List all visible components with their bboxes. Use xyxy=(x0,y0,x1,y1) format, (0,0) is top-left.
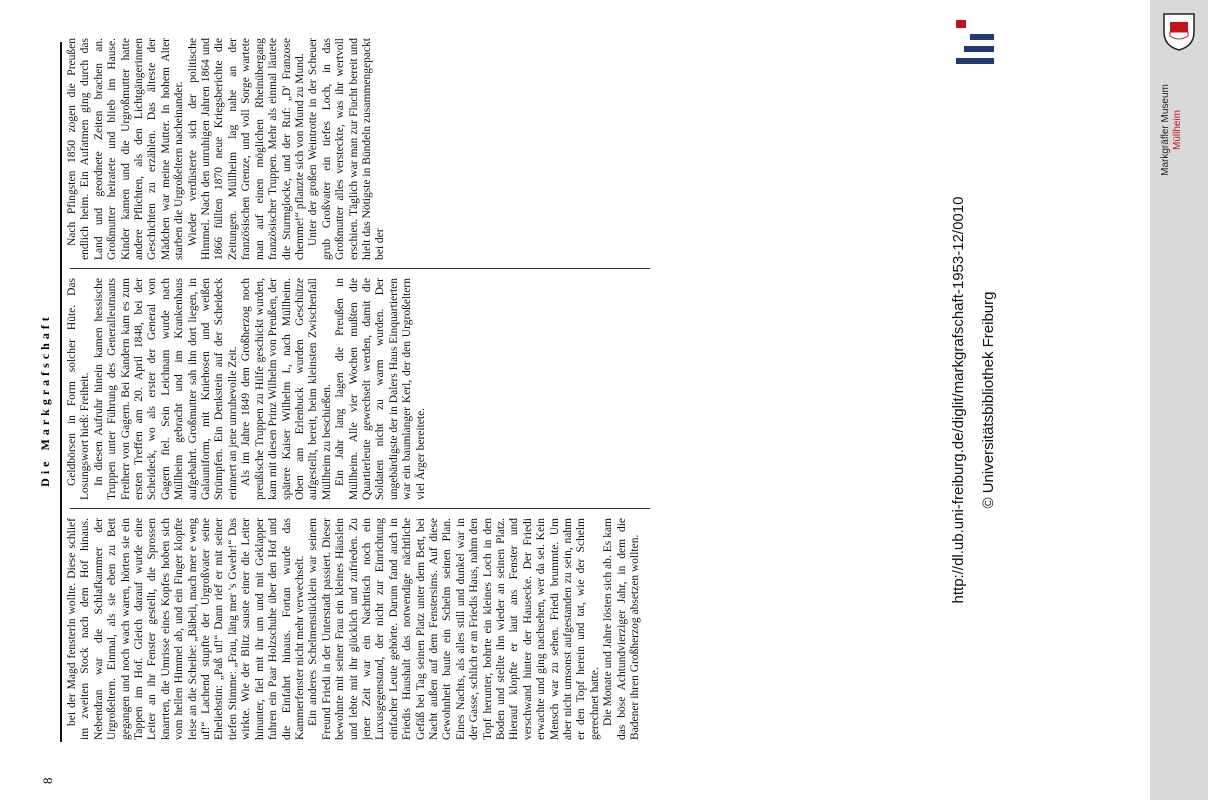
page-number: 8 xyxy=(40,777,55,784)
paragraph: Wieder verdüsterte sich der politische Himmel. Nach den unruhigen Jahren 1864 und 1866 füllten 1870 neue Kriegsberichte die Zeitungen. Müllheim lag nahe an der französischen Grenze, und voll Sorge wartete man auf einen möglichen Rheinübergang französischer Truppen. Mehr als einmal läutete die Sturmglocke, und der Ruf: „D' Franzose chemme!“ pflanzte sich von Mund zu Mund. xyxy=(186,38,306,260)
footer xyxy=(650,0,1150,800)
paragraph: Nach Pfingsten 1850 zogen die Preußen endlich heim. Ein Aufatmen ging durch das Land und geordnete Zeiten brachen an. Großmutter heiratete und blieb im Hause. Kinder kamen und die Urgroßmutter hatte andere Pflichten, als den Lichtgängerinnen Geschichten zu erzählen. Das älteste der Mädchen war meine Mutter. In hohem Alter starben die Urgroßeltern nacheinander. xyxy=(66,38,186,260)
museum-town: Müllheim xyxy=(1172,110,1183,151)
running-head: Die Markgrafschaft xyxy=(38,313,52,487)
paragraph: Unter der großen Weintrotte in der Scheuer grub Großvater ein tiefes Loch, in das Großmutter alles versteckte, was ihr wertvoll erschien. Täglich war man zur Flucht bereit und hielt das Nötigste in Bündeln zusammengepackt bei der xyxy=(307,38,387,260)
paragraph: Ein anderes Schelmenstücklein war seinem Freund Friedi in der Unterstadt passiert. Dieser bewohnte mit seiner Frau ein kleines Häuslein und lebte mit ihr glücklich und zufrieden. Zu jener Zeit war ein Nachttisch noch ein Luxusgegenstand, der nicht zur Einrichtung einfacher Leute gehörte. Darum fand auch in Friedis Haushalt das notwendige nächtliche Gefäß bei Tag seinen Platz unter dem Bett, bei Nacht außen auf dem Fenstersims. Auf diese Gewohnheit baute ein Schelm seinen Plan. Eines Nachts, als alles still und dunkel war in der Gasse, schlich er an Friedis Haus, nahm den Topf herunter, bohrte ein kleines Loch in den Boden und stellte ihn wieder an seinen Platz. Hierauf klopfte er laut ans Fenster und verschwand hinter der Hausecke. Der Friedi erwachte und ging nachsehen, wer da sei. Kein Mensch war zu sehen. Friedi brummte. Um aber nicht umsonst aufgestanden zu sein, nahm er den Topf herein und tat, wie der Schelm gerechnet hatte. xyxy=(307,518,601,740)
text-column-1 xyxy=(66,518,646,740)
museum-crest-icon xyxy=(1161,10,1197,52)
header-rule xyxy=(60,42,62,742)
museum-label xyxy=(1160,60,1200,200)
paragraph: Ein Jahr lang lagen die Preußen in Müllheim. Alle vier Wochen mußten die Quartierleute gewechselt werden, damit die Soldaten nicht zu warm wurden. Der ungebärdigste der in Dalers Haus Einquartierten war ein baumlanger Kerl, der den Urgroßeltern viel Ärger bereitete. xyxy=(334,278,427,500)
museum-name: Markgräfler Museum xyxy=(1160,84,1171,176)
paragraph: Geldbörsen in Form solcher Hüte. Das Losungswort hieß: Freiheit. xyxy=(66,278,92,500)
column-divider xyxy=(70,508,650,509)
column-divider xyxy=(70,268,650,269)
paragraph: Als im Jahre 1849 dem Großherzog noch preußische Truppen zu Hilfe geschickt wurden, kam mit diesen Prinz Wilhelm von Preußen, der spätere Kaiser Wilhelm I., nach Müllheim. Oben am Erlenbuck wurden Geschütze aufgestellt, bereit, beim kleinsten Zwischenfall Müllheim zu beschießen. xyxy=(240,278,333,500)
paragraph: Die Monate und Jahre lösten sich ab. Es kam das böse Achtundvierziger Jahr, in dem die Badener ihren Großherzog absetzen wollten. xyxy=(602,518,642,740)
source-url[interactable]: http://dl.ub.uni-freiburg.de/diglit/markgrafschaft-1953-12/0010 xyxy=(950,196,967,604)
museum-sidebar xyxy=(1150,0,1208,800)
text-column-3 xyxy=(66,38,646,260)
copyright-notice: © Universitätsbibliothek Freiburg xyxy=(980,291,997,509)
text-column-2 xyxy=(66,278,646,500)
library-logo-icon xyxy=(950,10,1000,70)
paragraph: bei der Magd fensterln wollte. Diese schlief im zweiten Stock nach dem Hof hinaus. Nebendran war die Schlafkammer der Urgroßeltern. Einmal, als sie eben zu Bett gegangen und noch wach waren, hörten sie ein Tappen im Hof. Gleich darauf wurde eine Leiter an ihr Fenster gestellt, die Sprossen knarrten, die Umrisse eines Kopfes hoben sich vom hellen Himmel ab, und ein Finger klopfte leise an die Scheibe: „Bäbeli, mach mer e weng uf!“ Lachend stupfte der Urgroßvater seine Eheliebstin: „Paß uf!“ Dann rief er mit seiner tiefen Stimme: „Frau, läng mer 's Gwehr!“ Das wirkte. Wie der Blitz sauste einer die Leiter hinunter, fiel mit ihr um und mit Geklapper fuhren ein Paar Holzschuhe über den Hof und die Einfahrt hinaus. Fortan wurde das Kammerfenster nicht mehr verwechselt. xyxy=(66,518,306,740)
paragraph: In diesen Aufruhr hinein kamen hessische Truppen unter Führung des Generalleutnants Freiherr von Gagern. Bei Kandern kam es zum ersten Treffen am 20. April 1848, bei der Scheideck, wo als erster der General von Gagern fiel. Sein Leichnam wurde nach Müllheim gebracht und im Krankenhaus aufgebahrt. Großmutter sah ihn dort liegen, in Galauniform, mit Kniehosen und weißen Strümpfen. Ein Denkstein auf der Scheideck erinnert an jene unruhevolle Zeit. xyxy=(92,278,239,500)
